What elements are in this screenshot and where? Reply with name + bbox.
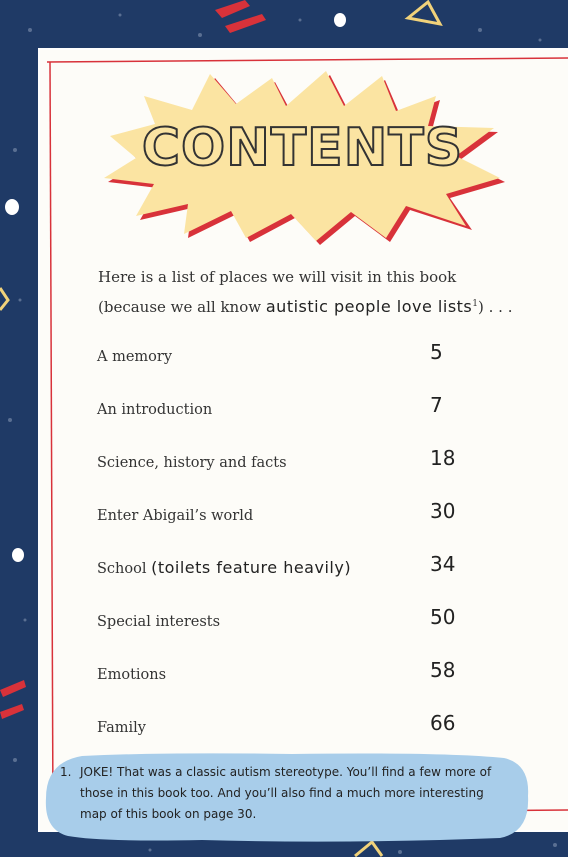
toc-entry[interactable] (97, 393, 517, 423)
toc-entry-title: A memory (97, 349, 173, 365)
toc-entry-page: 66 (430, 711, 456, 735)
toc-entry-title: School (toilets feature heavily) (97, 558, 352, 577)
footnote-marker: 1 (472, 299, 478, 309)
toc-entry-page: 30 (430, 499, 456, 523)
toc-entry-title: Emotions (97, 667, 167, 683)
intro-ending: ) . . . (478, 298, 513, 316)
intro-handwritten-phrase: autistic people love lists (265, 297, 473, 316)
toc-entry-title: Science, history and facts (97, 455, 287, 471)
toc-entry-title: An introduction (97, 402, 213, 418)
toc-entry[interactable] (97, 658, 517, 688)
toc-entry[interactable] (97, 711, 517, 741)
contents-heading: CONTENTS (141, 118, 464, 178)
toc-entry[interactable] (97, 552, 517, 582)
footnote-number: 1. (60, 765, 72, 779)
toc-entry-page: 34 (430, 552, 456, 576)
toc-entry-title: Enter Abigail’s world (97, 508, 254, 524)
toc-entry[interactable] (97, 499, 517, 529)
toc-entry-title: Special interests (97, 614, 221, 630)
footnote-text: JOKE! That was a classic autism stereotype. You’ll find a few more of those in this book too. And you’ll also find a much more interesting map of this book on page 30. (80, 765, 492, 821)
intro-paragraph (98, 264, 518, 321)
toc-entry-page: 18 (430, 446, 456, 470)
footnote (60, 762, 500, 825)
toc-entry-title: Family (97, 720, 146, 736)
toc-entry-page: 7 (430, 393, 443, 417)
toc-entry-page: 58 (430, 658, 456, 682)
toc-entry-page: 5 (430, 340, 443, 364)
toc-entry[interactable] (97, 340, 517, 370)
toc-entry[interactable] (97, 605, 517, 635)
intro-text: Here is a list of places we will visit in this book (because we all know (98, 268, 457, 316)
toc-entry[interactable] (97, 446, 517, 476)
toc-entry-page: 50 (430, 605, 456, 629)
